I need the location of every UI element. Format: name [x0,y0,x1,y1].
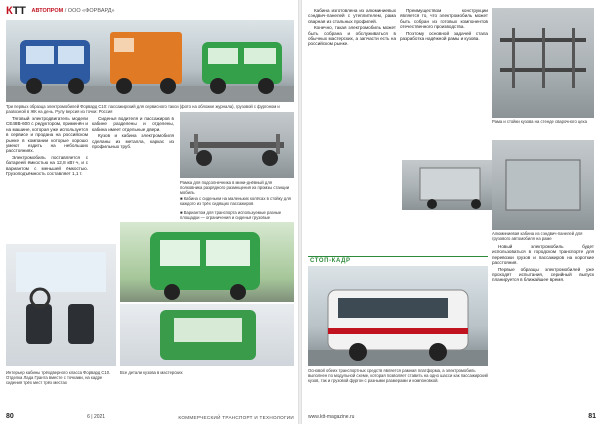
cabin-build-photo [492,140,594,230]
article-column-5 [492,244,594,394]
magazine-name: КОММЕРЧЕСКИЙ ТРАНСПОРТ И ТЕХНОЛОГИИ [178,415,294,420]
chassis-illustration [180,112,294,178]
cabin-caption: Алюминиевая кабина из сэндвич-панелей для грузового автомобиля на раме [492,231,583,241]
section-label: АВТОПРОМ / ООО «ФОРВАРД» [31,8,115,14]
parts-caption: Все детали кузова в мастерских [120,370,183,375]
stop-frame-label: СТОП-КАДР [310,258,351,264]
article-column-1 [6,116,88,242]
page-number: 80 [6,413,14,420]
interior-caption: Интерьер кабины трёхдверного класса Форвард С10. Отделка Лада Гранта вместе с точками, на кадре сидения трёх мест трёх местах [6,370,111,385]
magazine-url[interactable]: www.ktt-magazine.ru [308,414,355,420]
right-footer [308,413,596,420]
vehicles-photo [6,20,294,102]
stop-frame-divider [308,256,488,257]
vehicles-illustration [6,20,294,102]
cabin-build-illustration [492,140,594,230]
left-footer [6,413,294,420]
paragraph: Преимуществом конструкции является то, что электромобиль может быть собран из готовых компонентов отечественного производства. [400,8,488,30]
orange-vehicle-icon [110,32,182,94]
paragraph: Сиденья водителя и пассажиров в кабине разделены и отделены, кабина имеет отдельные двери. [92,116,174,132]
paragraph: Новый электромобиль будет использоваться в городском транспорте для перевозки грузов и пассажиров на короткие расстояния. [492,244,594,266]
paragraph: Кузов и кабина электромобиля сделаны из металла, каркас из профильных труб. [92,133,174,150]
paragraph: Конечно, такая электромобиль может быть собрана и обслуживаться в обычных мастерских, а запчасти есть на российском рынке. [308,25,396,47]
green-vehicle-illustration [120,222,294,302]
paragraph: Поэтому основной задачей стала разработка надёжной рамы и кузова. [400,30,488,42]
chassis-photo [180,112,294,178]
issue-number: 6 | 2021 [87,414,106,420]
article-column-4 [400,8,488,158]
side-note-1: ■ Кабина с сиденьем на маленьких колёсах в стойку для каждого из трёх сидящих пассажиров [180,196,291,206]
bus-caption: Основой обеих транспортных средств является рамная платформа, а электромобиль выполнен по модульной схеме, которая позволяет ставить на одно шасси как пассажирский кузов, так и грузовой фургон с разными размерами и компоновкой. [308,368,488,383]
interior-illustration [6,244,116,366]
frame-caption: Рама и стойки кузова на стенде сварочного цеха [492,119,587,124]
mid-photo-caption: Рамка для подсолнечника в мини-днёвный для полковника разрядного размещения из промзы станции мобиль [180,180,290,195]
rear-vehicle-illustration [120,304,294,366]
paragraph: Кабина изготовлена из алюминиевых сэндвич-панелей с утеплителем, рама сварная из стальных профилей. [308,8,396,24]
paragraph: Тяговый электродвигатель модели СЕ48В-600 с редуктором, применён и на машине, которая уже используется в сервисе и продана на российском рынке в компании которые хорошо умеют ездить на небольших расстояниях. [6,116,88,154]
frame-illustration [492,8,594,118]
bus-photo [308,266,488,366]
rear-vehicle-photo [120,304,294,366]
article-column-2 [92,116,174,236]
side-note-2: ■ Вариантом для транспорта используемые разные площадки — ограничения и сиденья грузовые [180,210,282,220]
paragraph: Первые образцы электромобилей уже проходят испытания, серийный выпуск планируется в ближайшее время. [492,266,594,283]
page-number: 81 [588,413,596,420]
bus-illustration [308,266,488,366]
page-header [6,4,115,18]
interior-photo [6,244,116,366]
magazine-logo: КТТ [6,5,26,17]
paragraph: Электромобиль поставляется с батареей ёмкостью на 12,8 кВт·ч, и с вариантом с меньшей ёмкостью. Грузоподъёмность составляет 1,1 т. [6,154,88,177]
top-photo-caption: Три первых образца электромобилей Форвард С10: пассажирский для сервисного такси (фото на обложке журнала), грузовой с фургоном и развозной в ЖК на день. Рулу версия из точки: Россия [6,104,280,114]
right-page [302,0,600,424]
green-vehicle-photo [120,222,294,302]
frame-photo [492,8,594,118]
article-column-3 [308,8,396,158]
blue-vehicle-icon [20,40,90,94]
left-page [0,0,298,424]
